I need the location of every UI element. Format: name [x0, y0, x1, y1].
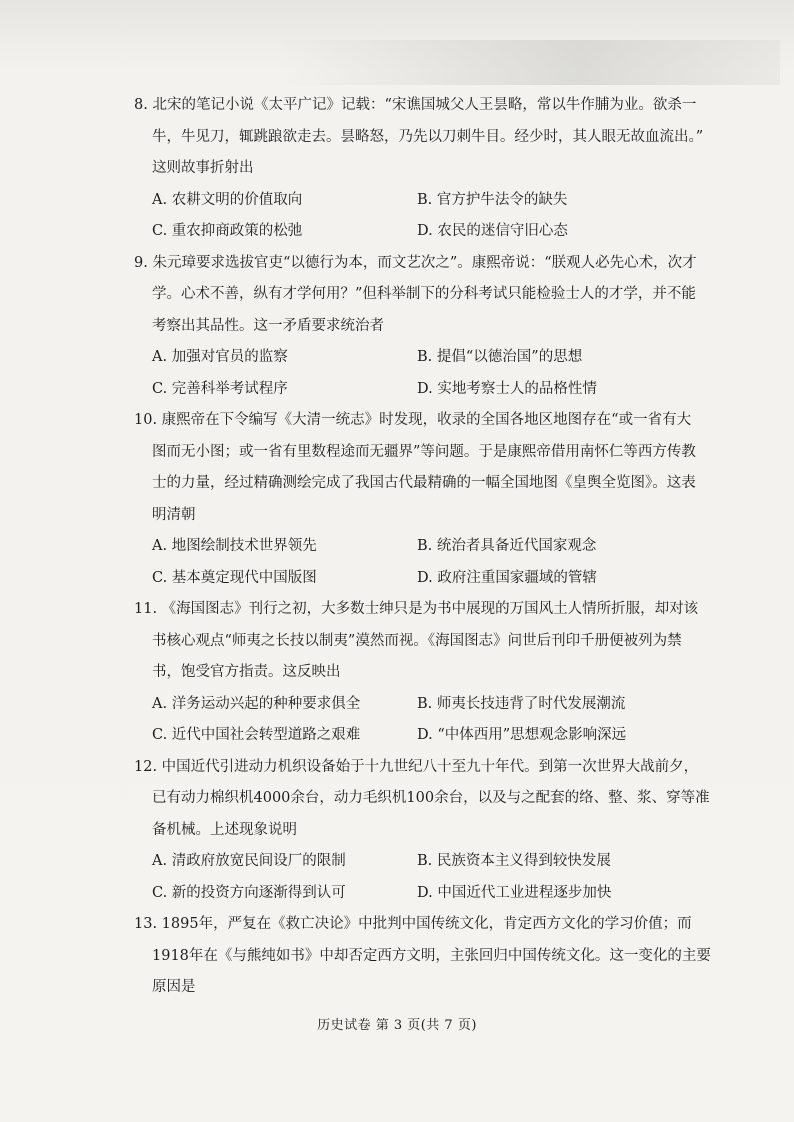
question-stem-continued: 备机械。上述现象说明	[152, 821, 297, 838]
question-stem-continued: 牛，牛见刀，辄跳踉欲走去。昙略怒，乃先以刀刺牛目。经少时，其人眼无故血流出。”	[152, 128, 704, 145]
question-stem-continued: 考察出其品性。这一矛盾要求统治者	[152, 317, 384, 334]
option-d: D. 政府注重国家疆域的管辖	[417, 569, 597, 586]
question-stem-continued: 书，饱受官方指责。这反映出	[152, 664, 341, 680]
question-stem: 8. 北宋的笔记小说《太平广记》记载：“宋谯国城父人王昙略，常以牛作脯为业。欲杀一	[134, 97, 697, 113]
question-stem-continued: 原因是	[152, 979, 196, 995]
option-c: C. 重农抑商政策的松弛	[152, 223, 303, 239]
option-c: C. 新的投资方向逐渐得到认可	[152, 884, 346, 901]
option-c: C. 完善科举考试程序	[152, 380, 288, 397]
option-d: D. 实地考察士人的品格性情	[417, 380, 597, 397]
question-stem-continued: 图而无小图；或一省有里数程途而无疆界”等问题。于是康熙帝借用南怀仁等西方传教	[152, 443, 696, 460]
question-stem-continued: 书核心观点“师夷之长技以制夷”漠然而视。《海国图志》问世后刊印千册便被列为禁	[152, 632, 682, 649]
options-row	[134, 694, 734, 726]
options-row	[134, 851, 734, 883]
question-stem-continued: 士的力量，经过精确测绘完成了我国古代最精确的一幅全国地图《皇舆全览图》。这表	[152, 475, 696, 491]
option-b: B. 统治者具备近代国家观念	[417, 538, 597, 554]
option-c: C. 基本奠定现代中国版图	[152, 569, 317, 586]
question-8	[134, 95, 734, 253]
question-13	[134, 914, 734, 1009]
options-row	[134, 347, 734, 379]
question-stem-continued: 这则故事折射出	[152, 160, 254, 176]
questions-area	[134, 95, 734, 1009]
option-b: B. 师夷长技违背了时代发展潮流	[417, 695, 626, 712]
options-row	[134, 536, 734, 568]
option-a: A. 加强对官员的监察	[152, 349, 288, 365]
option-d: D. “中体西用”思想观念影响深远	[417, 727, 627, 743]
question-stem: 12. 中国近代引进动力机织设备始于十九世纪八十至九十年代。到第一次世界大战前夕，	[134, 758, 699, 775]
options-row	[134, 221, 734, 253]
options-row	[134, 568, 734, 600]
question-stem: 13. 1895年，严复在《救亡决论》中批判中国传统文化，肯定西方文化的学习价值；而	[134, 916, 692, 932]
question-stem: 11. 《海国图志》刊行之初，大多数士绅只是为书中展现的万国风土人情所折服，却对该	[134, 601, 699, 617]
option-a: A. 洋务运动兴起的种种要求俱全	[152, 695, 361, 712]
question-10	[134, 410, 734, 599]
options-row	[134, 190, 734, 222]
question-stem-continued: 学。心术不善，纵有才学何用？”但科举制下的分科考试只能检验士人的才学，并不能	[152, 286, 696, 302]
option-d: D. 农民的迷信守旧心态	[417, 223, 568, 239]
question-11	[134, 599, 734, 757]
question-stem: 9. 朱元璋要求选拔官吏“以德行为本，而文艺次之”。康熙帝说：“朕观人必先心术，次才	[134, 254, 697, 271]
scan-shadow	[280, 40, 780, 85]
option-b: B. 提倡“以德治国”的思想	[417, 349, 583, 365]
option-b: B. 官方护牛法令的缺失	[417, 191, 568, 208]
option-a: A. 清政府放宽民间设厂的限制	[152, 853, 346, 869]
question-12	[134, 757, 734, 915]
question-stem: 10. 康熙帝在下令编写《大清一统志》时发现，收录的全国各地区地图存在“或一省有大	[134, 412, 692, 428]
option-a: A. 农耕文明的价值取向	[152, 191, 303, 208]
option-d: D. 中国近代工业进程逐步加快	[417, 884, 612, 901]
option-a: A. 地图绘制技术世界领先	[152, 538, 317, 554]
option-c: C. 近代中国社会转型道路之艰难	[152, 727, 361, 743]
options-row	[134, 883, 734, 915]
question-stem-continued: 已有动力棉织机4000余台，动力毛织机100余台，以及与之配套的络、整、浆、穿等准	[152, 790, 710, 806]
page-footer: 历史试卷 第 3 页(共 7 页)	[317, 1018, 477, 1033]
options-row	[134, 379, 734, 411]
option-b: B. 民族资本主义得到较快发展	[417, 853, 611, 869]
options-row	[134, 725, 734, 757]
question-9	[134, 253, 734, 411]
question-stem-continued: 明清朝	[152, 506, 196, 523]
question-stem-continued: 1918年在《与熊纯如书》中却否定西方文明，主张回归中国传统文化。这一变化的主要	[152, 947, 711, 964]
